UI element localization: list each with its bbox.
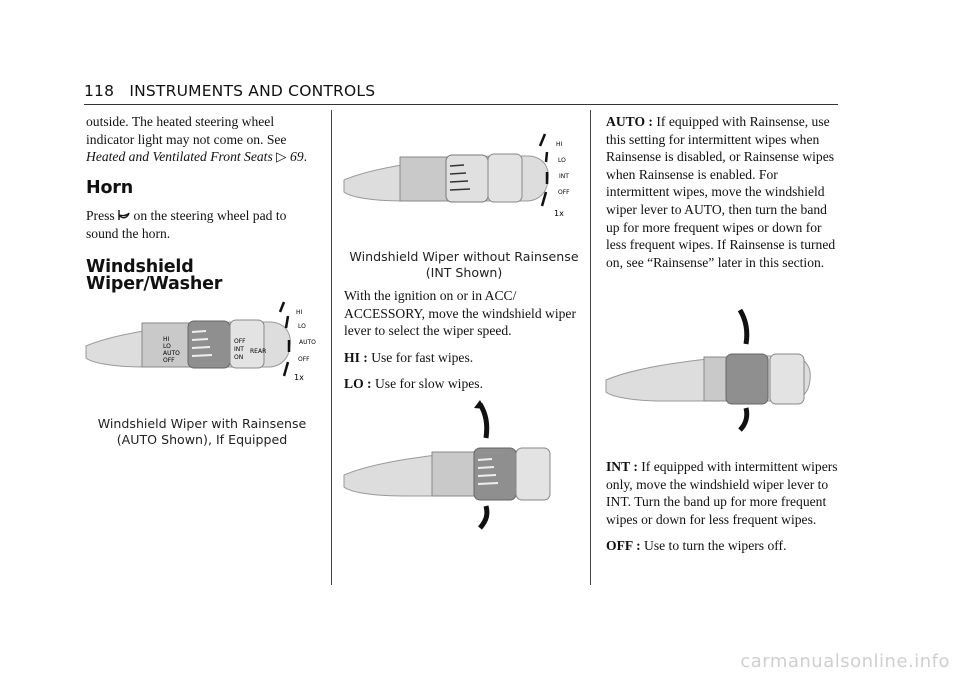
label-rear: REAR [250,348,267,355]
term-text: Use to turn the wipers off. [644,538,787,554]
paragraph [86,207,322,242]
heading-horn: Horn [86,177,133,198]
column-divider [590,110,591,585]
figure-caption-rainsense: Windshield Wiper with Rainsense (AUTO Shown), If Equipped [97,416,307,447]
term-label: AUTO : [606,114,653,129]
column-3-lower [606,458,838,564]
column-1 [86,113,322,304]
cross-reference-page[interactable]: 69 [290,149,304,165]
paragraph: outside. The heated steering wheel indicator light may not come on. See Heated and Ventilated Front Seats ▷ 69. [86,114,308,165]
label-int: INT [234,346,244,353]
page-number: 118 [84,82,115,100]
definition-int [606,458,838,528]
definition-hi [344,349,582,367]
term-text: Use for fast wipes. [371,349,474,365]
horn-text: on the steering wheel pad to sound the horn. [86,208,287,241]
term-text: If equipped with Rainsense, use this setting for intermittent wipes when Rainsense is disabled, or Rainsense wipes when Rainsense is enabled. For intermittent wipes, move the windshield wiper lever to AUTO, then turn the band up for more frequent wipes or down for less frequent wipes. If Rainsense is turned on, see “Rainsense” later in this section. [606,114,836,270]
term-label: INT : [606,459,638,474]
label-off: OFF [234,338,246,345]
position-auto: AUTO [299,339,316,346]
definition-auto [606,113,838,271]
watermark-text: carmanualsonline.info [740,651,950,672]
section-title: INSTRUMENTS AND CONTROLS [129,82,376,100]
wiper-lever-int-illustration [342,130,582,222]
horn-icon [118,209,130,221]
label-auto: AUTO [163,350,180,357]
position-1x: 1x [554,209,564,218]
position-lo: LO [558,157,566,164]
position-1x: 1x [294,373,304,382]
position-int: INT [559,173,569,180]
column-divider [331,110,332,585]
term-label: OFF : [606,538,641,554]
figure-caption-no-rainsense: Windshield Wiper without Rainsense (INT Shown) [349,249,579,280]
term-label: HI : [344,349,368,365]
position-off: OFF [298,356,310,363]
position-hi: HI [556,141,563,148]
paragraph: With the ignition on or in ACC/ ACCESSORY, move the windshield wiper lever to select the wiper speed. [344,288,576,339]
label-on: ON [234,354,244,361]
position-hi: HI [296,309,303,316]
term-text: If equipped with intermittent wipers only, move the windshield wiper lever to INT. Turn the band up for more frequent wipes or down for less frequent wipes. [606,459,838,527]
page-header [84,82,840,104]
wiper-band-rotate-illustration-2 [604,308,844,432]
label-off: OFF [163,357,175,364]
header-rule [84,104,838,105]
definition-lo [344,375,582,393]
wiper-lever-rainsense-illustration [84,296,324,388]
term-label: LO : [344,376,372,392]
wiper-band-rotate-illustration [342,400,582,530]
page-ref-icon: ▷ [276,149,287,165]
label-hi: HI [163,336,170,343]
heading-wiper: Windshield Wiper/Washer [86,256,223,295]
definition-off [606,537,838,555]
label-lo: LO [163,343,171,350]
column-3 [606,113,838,280]
column-2 [344,287,582,402]
term-text: Use for slow wipes. [374,376,483,392]
position-lo: LO [298,323,306,330]
horn-text: Press [86,208,115,224]
position-off: OFF [558,189,570,196]
intro-text: outside. The heated steering wheel indicator light may not come on. See [86,114,287,147]
cross-reference-link[interactable]: Heated and Ventilated Front Seats [86,149,273,165]
